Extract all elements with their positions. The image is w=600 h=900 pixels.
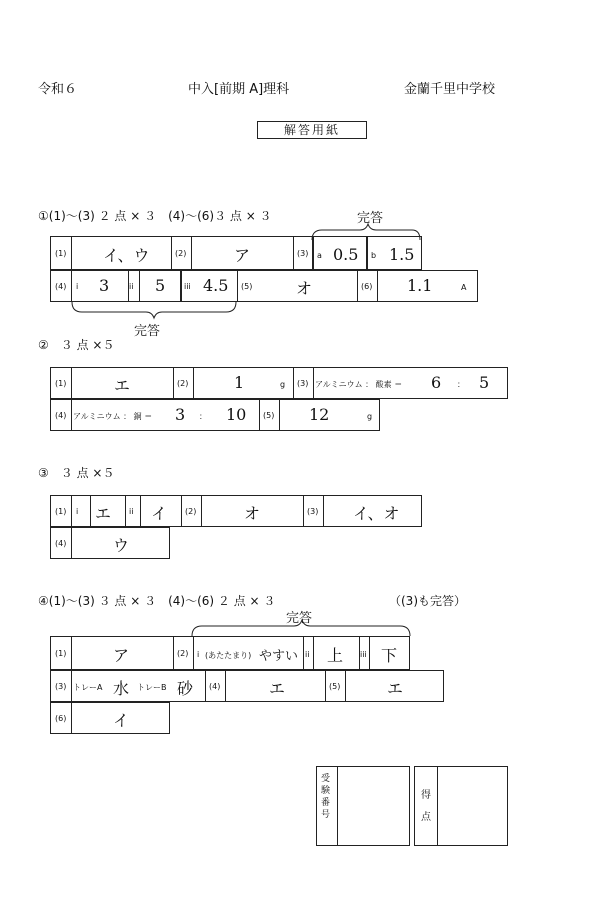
- q2-3-label: アルミニウム ： 酸素 ＝: [315, 380, 403, 389]
- q3-3-number: (3): [307, 507, 319, 516]
- q2-3-number: (3): [297, 379, 309, 388]
- q2-4-label: アルミニウム ： 銅 ＝: [73, 412, 153, 421]
- q1-4iii-answer: 4.5: [203, 276, 229, 295]
- q4-4-number: (4): [209, 682, 221, 691]
- q4-3a-answer: 水: [113, 679, 130, 698]
- brace-q1-3: [312, 224, 420, 240]
- q1-4iii-label: iii: [184, 282, 191, 291]
- q2-3-colon: ：: [457, 380, 465, 389]
- q3-1ii-answer: イ: [151, 504, 168, 523]
- q4-note: （(3)も完答）: [389, 594, 466, 608]
- q3-1ii-label: ii: [129, 507, 134, 516]
- q1-6-answer: 1.1: [407, 276, 433, 295]
- q4-2ii-label: ii: [305, 650, 310, 659]
- q1-kanto-label-2: 完答: [134, 324, 161, 339]
- q4-1-answer: ア: [113, 646, 130, 665]
- q1-heading: ①(1)～(3) ２ 点 × ３ (4)～(6)３ 点 × ３: [38, 209, 272, 223]
- q2-2-answer: 1: [234, 373, 245, 392]
- q4-3b-label: トレーB: [137, 683, 167, 692]
- exam-title: 中入[前期 A]理科: [188, 82, 290, 97]
- era-label: 令和６: [38, 82, 78, 97]
- score-label: 得点: [421, 790, 431, 823]
- q1-5-answer: オ: [296, 279, 313, 298]
- q2-4-colon: ：: [199, 412, 207, 421]
- q2-2-unit: g: [280, 380, 286, 389]
- q4-6-number: (6): [55, 714, 67, 723]
- q1-4i-label: i: [76, 282, 79, 291]
- q1-4ii-answer: 5: [155, 276, 166, 295]
- q2-4-number: (4): [55, 411, 67, 420]
- q1-6-number: (6): [361, 282, 373, 291]
- q4-2iii-answer: 下: [381, 646, 398, 665]
- q3-3-answer: イ、オ: [353, 504, 400, 523]
- q4-5-number: (5): [329, 682, 341, 691]
- brace-q4-2: [192, 620, 410, 636]
- q1-kanto-label: 完答: [357, 211, 384, 226]
- q2-5-unit: g: [367, 412, 373, 421]
- q3-heading: ③ ３ 点 ×５: [38, 466, 115, 480]
- q1-4i-answer: 3: [99, 276, 110, 295]
- q1-3a-answer: 0.5: [333, 245, 359, 264]
- q3-2-number: (2): [185, 507, 197, 516]
- page-title: 解答用紙: [257, 121, 367, 139]
- q4-2-number: (2): [177, 649, 189, 658]
- q1-3-number: (3): [297, 249, 309, 258]
- q2-heading: ② ３ 点 ×５: [38, 338, 115, 352]
- q2-3a-answer: 6: [431, 373, 442, 392]
- q1-2-answer: ア: [234, 246, 251, 265]
- q3-1i-answer: エ: [95, 504, 112, 523]
- q4-2i-answer: やすい: [259, 649, 299, 664]
- q1-4-number: (4): [55, 282, 67, 291]
- q4-5-answer: エ: [387, 679, 404, 698]
- q2-4b-answer: 10: [226, 405, 247, 424]
- q4-4-answer: エ: [269, 679, 286, 698]
- school-name: 金蘭千里中学校: [404, 82, 496, 97]
- brace-q1-4: [72, 302, 236, 318]
- q2-5-number: (5): [263, 411, 275, 420]
- q3-1-number: (1): [55, 507, 67, 516]
- q3-4-number: (4): [55, 539, 67, 548]
- q4-3-number: (3): [55, 682, 67, 691]
- q2-4a-answer: 3: [175, 405, 186, 424]
- q4-2ii-answer: 上: [327, 646, 344, 665]
- q1-5-number: (5): [241, 282, 253, 291]
- q4-2iii-label: iii: [360, 650, 367, 659]
- q4-heading: ④(1)～(3) ３ 点 × ３ (4)～(6) ２ 点 × ３: [38, 594, 276, 608]
- q4-3a-label: トレーA: [73, 683, 103, 692]
- q2-3b-answer: 5: [479, 373, 490, 392]
- q1-3b-answer: 1.5: [389, 245, 415, 264]
- q1-4ii-label: ii: [129, 282, 134, 291]
- q3-2-answer: オ: [244, 504, 261, 523]
- q2-1-answer: エ: [114, 376, 131, 395]
- q2-5-answer: 12: [309, 405, 330, 424]
- q4-2i-label: i: [197, 650, 200, 659]
- exam-number-label: 受験番号: [321, 774, 331, 820]
- q3-1i-label: i: [76, 507, 79, 516]
- q1-3b-label: b: [371, 251, 377, 260]
- q4-1-number: (1): [55, 649, 67, 658]
- q1-6-unit: A: [461, 283, 467, 292]
- q4-6-answer: イ: [113, 711, 130, 730]
- q1-3a-label: a: [317, 251, 322, 260]
- q2-1-number: (1): [55, 379, 67, 388]
- q1-1-answer: イ、ウ: [103, 246, 150, 265]
- q3-4-answer: ウ: [113, 536, 130, 555]
- q1-1-number: (1): [55, 249, 67, 258]
- q4-3b-answer: 砂: [177, 679, 194, 698]
- q4-2i-prompt: (あたたまり): [205, 651, 252, 660]
- q4-kanto-label: 完答: [286, 611, 313, 626]
- q2-2-number: (2): [177, 379, 189, 388]
- q1-2-number: (2): [175, 249, 187, 258]
